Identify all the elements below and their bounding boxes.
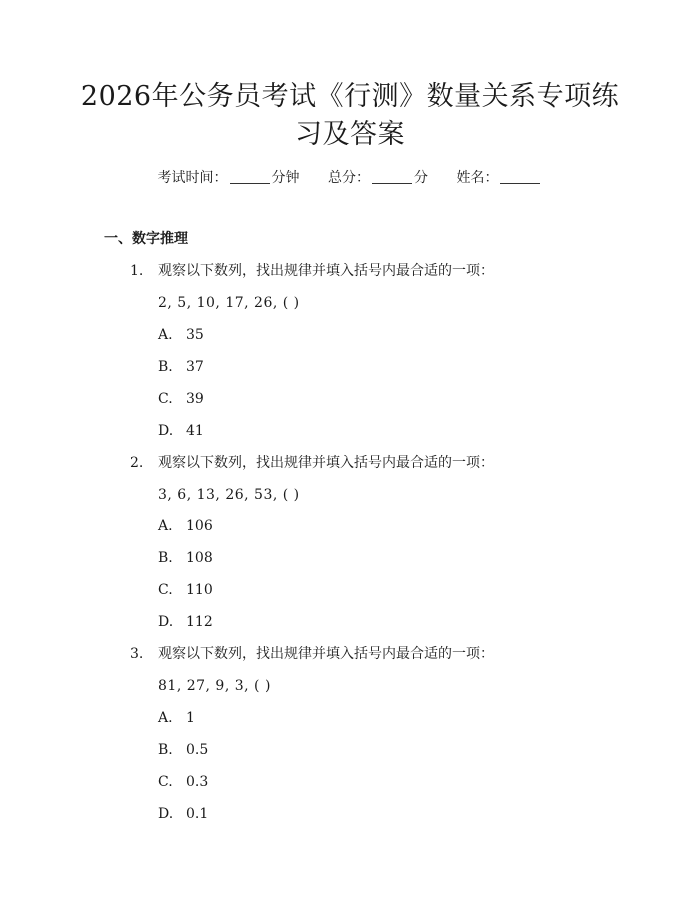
option-value: 1 <box>186 710 195 726</box>
question-prompt: 观察以下数列，找出规律并填入括号内最合适的一项： <box>158 263 494 279</box>
option-value: 108 <box>186 550 213 566</box>
total-score-unit: 分 <box>414 170 428 186</box>
option-letter: C. <box>158 774 173 790</box>
option-value: 41 <box>186 423 204 439</box>
question-number: 2. <box>130 455 144 471</box>
option-value: 39 <box>186 391 204 407</box>
option-letter: C. <box>158 582 173 598</box>
option-letter: A. <box>158 710 173 726</box>
option-value: 35 <box>186 327 204 343</box>
option-letter: B. <box>158 550 173 566</box>
exam-time-unit: 分钟 <box>271 170 300 186</box>
option-value: 106 <box>186 518 213 534</box>
question-number: 3. <box>130 646 144 662</box>
question-sequence: 3, 6, 13, 26, 53, ( ) <box>158 487 300 503</box>
option-letter: A. <box>158 518 173 534</box>
question-prompt: 观察以下数列，找出规律并填入括号内最合适的一项： <box>158 455 494 471</box>
option-value: 112 <box>186 614 213 630</box>
option-value: 0.3 <box>186 774 209 790</box>
exam-time-label: 考试时间： <box>157 170 228 186</box>
option-value: 37 <box>186 359 204 375</box>
option-value: 0.5 <box>186 742 209 758</box>
question-number: 1. <box>130 263 144 279</box>
exam-time-field <box>158 170 300 186</box>
option-letter: D. <box>158 423 174 439</box>
exam-meta <box>0 168 700 188</box>
option-value: 110 <box>186 582 213 598</box>
question-sequence: 2, 5, 10, 17, 26, ( ) <box>158 295 300 311</box>
option-letter: A. <box>158 327 173 343</box>
name-field <box>456 170 542 186</box>
question-prompt: 观察以下数列，找出规律并填入括号内最合适的一项： <box>158 646 494 662</box>
total-score-label: 总分： <box>328 170 370 186</box>
option-value: 0.1 <box>186 806 209 822</box>
option-letter: B. <box>158 359 173 375</box>
option-letter: C. <box>158 391 173 407</box>
question-sequence: 81, 27, 9, 3, ( ) <box>158 678 271 694</box>
section-heading: 一、数字推理 <box>104 231 188 247</box>
option-letter: B. <box>158 742 173 758</box>
option-letter: D. <box>158 614 174 630</box>
exam-time-blank <box>230 169 270 184</box>
name-blank <box>500 169 540 184</box>
option-letter: D. <box>158 806 174 822</box>
name-label: 姓名： <box>456 170 499 186</box>
page-title: 2026年公务员考试《行测》数量关系专项练习及答案 <box>80 81 620 150</box>
total-score-field <box>328 170 428 186</box>
total-score-blank <box>372 169 412 184</box>
